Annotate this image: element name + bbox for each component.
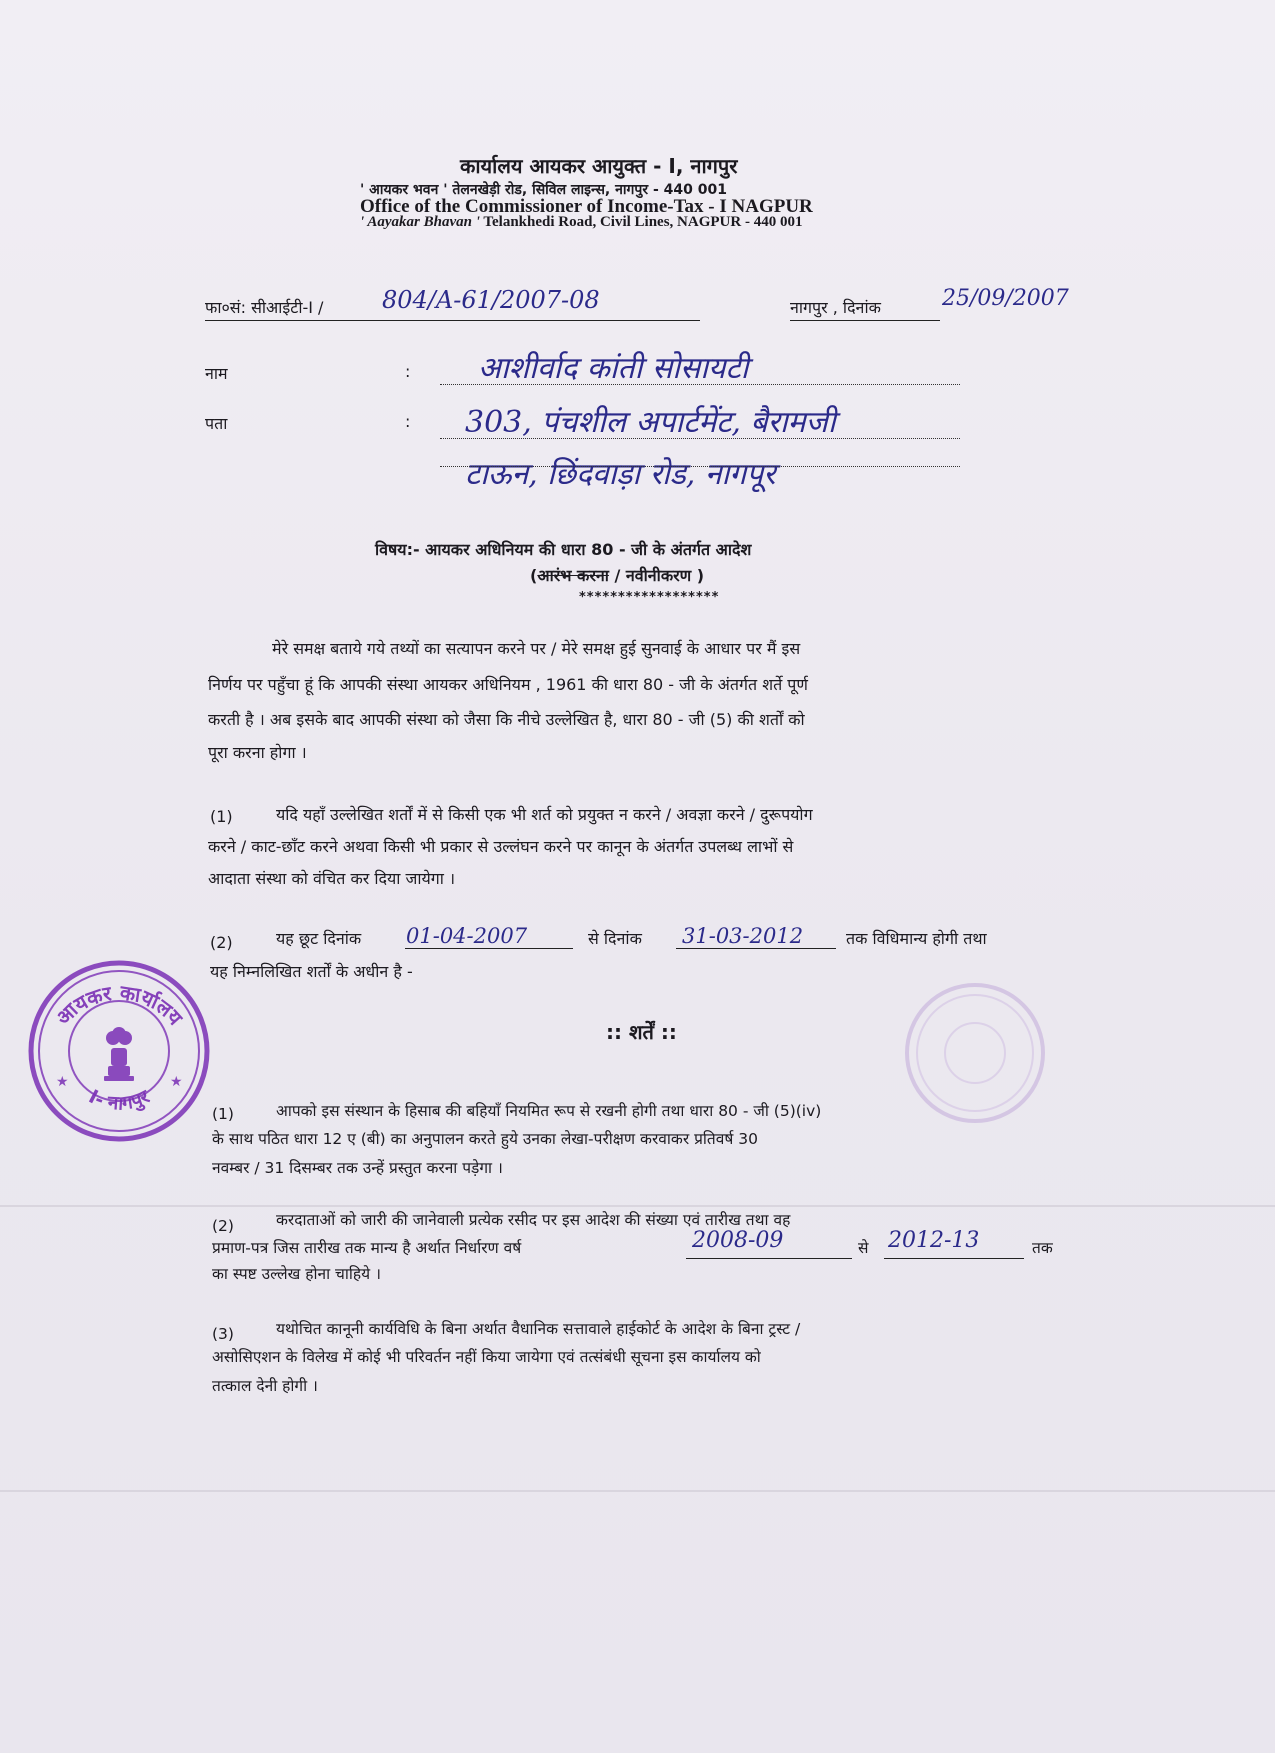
paragraph-number: (1) [210, 807, 233, 826]
intro-line: करती है । अब इसके बाद आपकी संस्था को जैसा कि नीचे उल्लेखित है, धारा 80 - जी (5) की शर्तों को [208, 710, 805, 729]
assessment-year-to: 2012-13 [888, 1228, 980, 1253]
condition-line: असोसिएशन के विलेख में कोई भी परिवर्तन नहीं किया जायेगा एवं तत्संबंधी सूचना इस कार्यालय को [212, 1348, 761, 1366]
condition-line: का स्पष्ट उल्लेख होना चाहिये । [212, 1265, 381, 1283]
subject-order-type: (आरंभ करना / नवीनीकरण ) [530, 566, 705, 585]
condition-number: (3) [212, 1325, 234, 1343]
date-value: 25/09/2007 [942, 286, 1069, 311]
validity-text-b: से दिनांक [588, 929, 642, 948]
condition-text: से [858, 1239, 869, 1257]
condition-number: (2) [212, 1217, 234, 1235]
condition-line: के साथ पठित धारा 12 ए (बी) का अनुपालन करते हुये उनका लेखा-परीक्षण करवाकर प्रतिवर्ष 30 [212, 1130, 758, 1148]
assessment-year-from: 2008-09 [692, 1228, 784, 1253]
emblem-icon [104, 1027, 134, 1081]
date-label: नागपुर , दिनांक [790, 298, 881, 317]
condition-line: नवम्बर / 31 दिसम्बर तक उन्हें प्रस्तुत करना पड़ेगा । [212, 1159, 503, 1177]
name-handwritten: आशीर्वाद कांती सोसायटी [478, 351, 749, 386]
office-address-hindi: ' आयकर भवन ' तेलनखेड़ी रोड, सिविल लाइन्स, नागपुर - 440 001 [360, 182, 727, 198]
paragraph-line: यदि यहाँ उल्लेखित शर्तों में से किसी एक भी शर्त को प्रयुक्त न करने / अवज्ञा करने / दुरूपयोग [276, 805, 813, 824]
name-label: नाम [205, 364, 228, 383]
file-number-label: फा०सं: सीआईटी-I / [205, 298, 324, 317]
svg-text:★: ★ [56, 1074, 69, 1090]
paragraph-line: आदाता संस्था को वंचित कर दिया जायेगा । [208, 869, 456, 888]
address-handwritten-line1: 303, पंचशील अपार्टमेंट, बैरामजी [465, 405, 836, 440]
paragraph-number: (2) [210, 933, 233, 952]
condition-line: यथोचित कानूनी कार्यविधि के बिना अर्थात वैधानिक सत्तावाले हाईकोर्ट के आदेश के बिना ट्रस्ट / [276, 1320, 801, 1338]
address-dotted-line-2 [440, 466, 960, 467]
date-to-underline [676, 948, 836, 949]
validity-line-2: यह निम्नलिखित शर्तों के अधीन है - [210, 962, 413, 981]
address-dotted-line-1 [440, 438, 960, 439]
address-label: पता [205, 414, 228, 433]
office-address-english [360, 214, 802, 231]
subject-divider-stars: ****************** [579, 590, 720, 605]
intro-line: पूरा करना होगा । [208, 743, 307, 762]
office-stamp [24, 956, 214, 1146]
faint-seal-bleedthrough [900, 978, 1050, 1128]
office-title-english: Office of the Commissioner of Income-Tax - I NAGPUR [360, 196, 813, 217]
name-dotted-line [440, 384, 960, 385]
subject-line: विषय:- आयकर अधिनियम की धारा 80 - जी के अंतर्गत आदेश [375, 540, 752, 559]
street-address: Telankhedi Road, Civil Lines, NAGPUR - 440 001 [483, 214, 803, 230]
struck-out-text: आरंभ करना [537, 566, 609, 585]
address-handwritten-line2: टाऊन, छिंदवाड़ा रोड, नागपूर [465, 457, 776, 492]
office-title-hindi: कार्यालय आयकर आयुक्त - I, नागपुर [460, 154, 738, 178]
renewal-text: / नवीनीकरण ) [614, 566, 705, 585]
paragraph-line: करने / काट-छाँट करने अथवा किसी भी प्रकार से उल्लंघन करने पर कानून के अंतर्गत उपलब्ध लाभों से [208, 837, 794, 856]
svg-text:★: ★ [170, 1074, 183, 1090]
name-colon: : [405, 362, 411, 381]
condition-line: तत्काल देनी होगी । [212, 1377, 318, 1395]
intro-line: मेरे समक्ष बताये गये तथ्यों का सत्यापन करने पर / मेरे समक्ष हुई सुनवाई के आधार पर मैं इस [272, 639, 801, 658]
validity-date-from: 01-04-2007 [406, 924, 528, 948]
condition-number: (1) [212, 1105, 234, 1123]
date-underline [790, 320, 940, 321]
file-number-underline [205, 320, 700, 321]
validity-text-c: तक विधिमान्य होगी तथा [846, 929, 987, 948]
validity-date-to: 31-03-2012 [682, 924, 804, 948]
building-name: ' Aayakar Bhavan ' [360, 214, 480, 230]
address-colon: : [405, 412, 411, 431]
date-from-underline [405, 948, 573, 949]
year-to-underline [884, 1258, 1024, 1259]
condition-line: करदाताओं को जारी की जानेवाली प्रत्येक रसीद पर इस आदेश की संख्या एवं तारीख तथा वह [276, 1211, 791, 1229]
validity-text-a: यह छूट दिनांक [276, 929, 362, 948]
condition-text: तक [1032, 1239, 1053, 1257]
fold-line [0, 1490, 1275, 1492]
svg-text:I- नागपुर: I- नागपुर [85, 1085, 153, 1115]
svg-text:आयकर कार्यालय: आयकर कार्यालय [51, 980, 188, 1030]
condition-line: प्रमाण-पत्र जिस तारीख तक मान्य है अर्थात निर्धारण वर्ष [212, 1239, 522, 1257]
file-number-value: 804/A-61/2007-08 [382, 286, 600, 314]
conditions-heading: :: शर्तें :: [606, 1020, 677, 1044]
intro-line: निर्णय पर पहुँचा हूं कि आपकी संस्था आयकर अधिनियम , 1961 की धारा 80 - जी के अंतर्गत शर्ते पूर्ण [208, 675, 808, 694]
year-from-underline [686, 1258, 852, 1259]
condition-line: आपको इस संस्थान के हिसाब की बहियाँ नियमित रूप से रखनी होगी तथा धारा 80 - जी (5)(iv) [276, 1102, 822, 1120]
